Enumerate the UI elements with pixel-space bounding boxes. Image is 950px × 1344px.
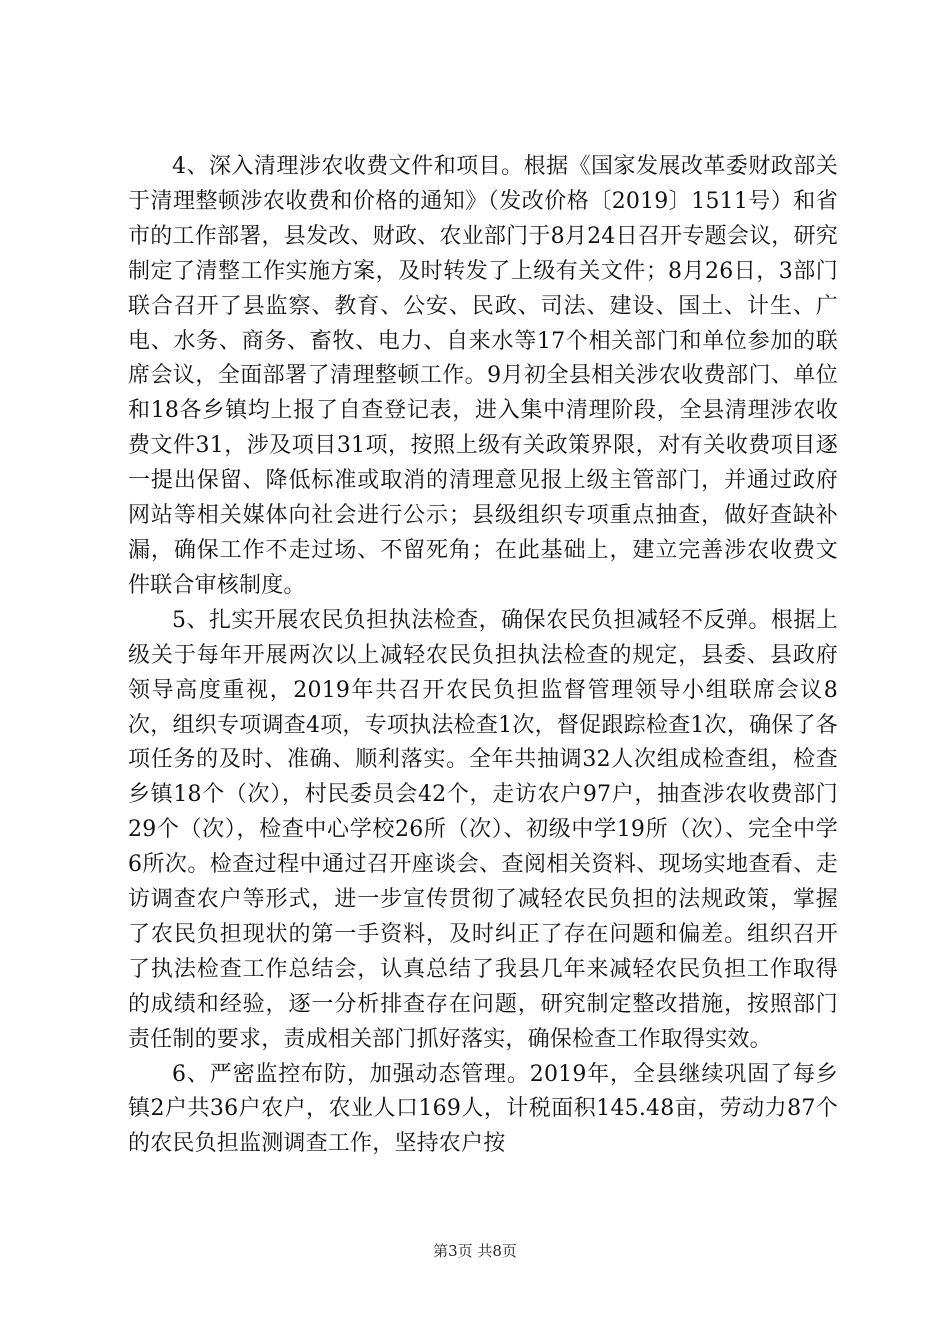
body-text	[128, 150, 838, 1162]
page-footer: 第3页 共8页	[433, 1242, 517, 1260]
paragraph-5: 5、扎实开展农民负担执法检查，确保农民负担减轻不反弹。根据上级关于每年开展两次以上减轻农民负担执法检查的规定，县委、县政府领导高度重视，2019年共召开农民负担监督管理领导小组联席会议8次，组织专项调查4项，专项执法检查1次，督促跟踪检查1次，确保了各项任务的及时、准确、顺利落实。全年共抽调32人次组成检查组，检查乡镇18个（次），村民委员会42个，走访农户97户，抽查涉农收费部门29个（次），检查中心学校26所（次）、初级中学19所（次）、完全中学6所次。检查过程中通过召开座谈会、查阅相关资料、现场实地查看、走访调查农户等形式，进一步宣传贯彻了减轻农民负担的法规政策，掌握了农民负担现状的第一手资料，及时纠正了存在问题和偏差。组织召开了执法检查工作总结会，认真总结了我县几年来减轻农民负担工作取得的成绩和经验，逐一分析排查存在问题，研究制定整改措施，按照部门责任制的要求，责成相关部门抓好落实，确保检查工作取得实效。	[128, 607, 838, 1052]
paragraph-6: 6、严密监控布防，加强动态管理。2019年，全县继续巩固了每乡镇2户共36户农户，农业人口169人，计税面积145.48亩，劳动力87个的农民负担监测调查工作，坚持农户按	[128, 1061, 838, 1157]
paragraph-4: 4、深入清理涉农收费文件和项目。根据《国家发展改革委财政部关于清理整顿涉农收费和价格的通知》（发改价格〔2019〕1511号）和省市的工作部署，县发改、财政、农业部门于8月24日召开专题会议，研究制定了清整工作实施方案，及时转发了上级有关文件；8月26日，3部门联合召开了县监察、教育、公安、民政、司法、建设、国土、计生、广电、水务、商务、畜牧、电力、自来水等17个相关部门和单位参加的联席会议，全面部署了清理整顿工作。9月初全县相关涉农收费部门、单位和18各乡镇均上报了自查登记表，进入集中清理阶段，全县清理涉农收费文件31，涉及项目31项，按照上级有关政策界限，对有关收费项目逐一提出保留、降低标准或取消的清理意见报上级主管部门，并通过政府网站等相关媒体向社会进行公示；县级组织专项重点抽查，做好查缺补漏，确保工作不走过场、不留死角；在此基础上，建立完善涉农收费文件联合审核制度。	[128, 154, 838, 598]
